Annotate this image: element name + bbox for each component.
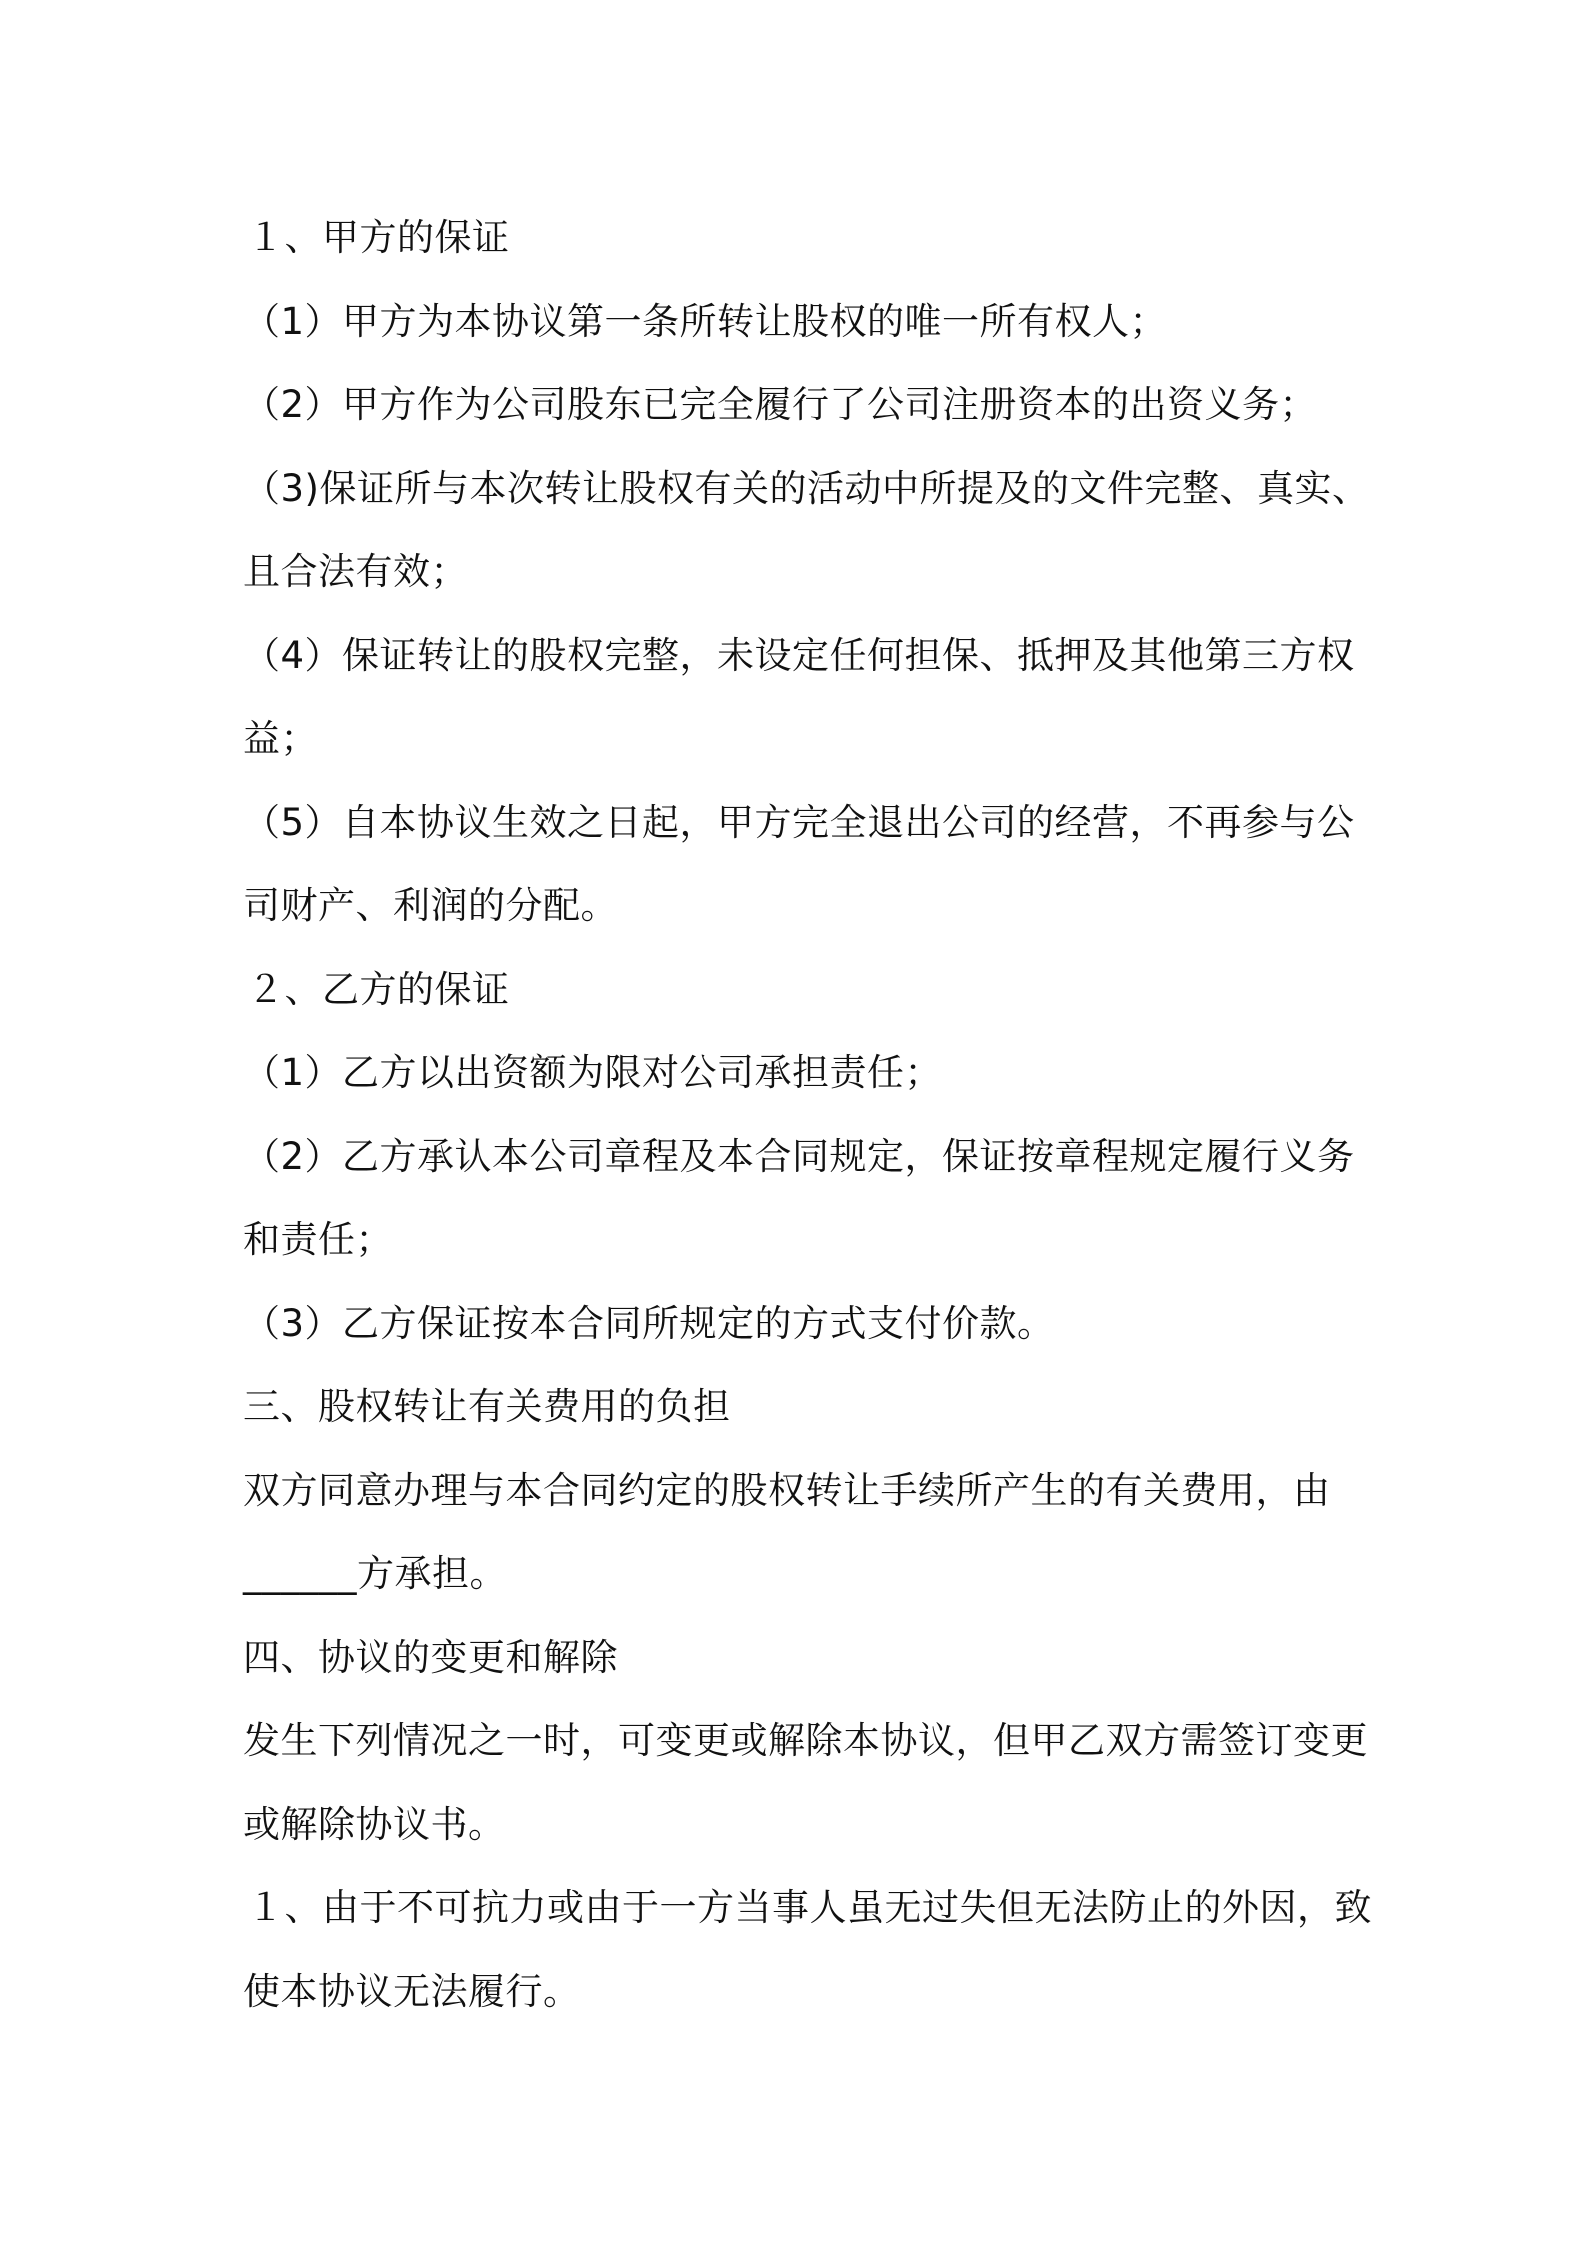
paragraph-line: （3)保证所与本次转让股权有关的活动中所提及的文件完整、真实、	[243, 466, 1370, 510]
paragraph-line: （2）乙方承认本公司章程及本合同规定，保证按章程规定履行义务	[243, 1134, 1355, 1178]
section-heading-party-b-guarantee: ２、乙方的保证	[247, 967, 510, 1011]
paragraph-line: 益；	[243, 717, 318, 760]
section-heading-party-a-guarantee: １、甲方的保证	[247, 216, 510, 259]
paragraph-line: （5）自本协议生效之日起，甲方完全退出公司的经营，不再参与公	[243, 800, 1355, 844]
paragraph-line: （3）乙方保证按本合同所规定的方式支付价款。	[243, 1301, 1055, 1345]
paragraph-line: １、由于不可抗力或由于一方当事人虽无过失但无法防止的外因，致	[247, 1886, 1372, 1929]
paragraph-line: 双方同意办理与本合同约定的股权转让手续所产生的有关费用，由	[243, 1468, 1331, 1512]
paragraph-line: 使本协议无法履行。	[243, 1969, 581, 2013]
paragraph-line: 司财产、利润的分配。	[243, 884, 618, 927]
paragraph-line-blank-party: ______方承担。	[243, 1552, 507, 1595]
document-body	[243, 196, 1372, 2033]
paragraph-line: （1）甲方为本协议第一条所转让股权的唯一所有权人；	[243, 299, 1168, 343]
paragraph-line: （1）乙方以出资额为限对公司承担责任；	[243, 1051, 943, 1094]
paragraph-line: 发生下列情况之一时，可变更或解除本协议，但甲乙双方需签订变更	[243, 1719, 1368, 1762]
paragraph-line: 或解除协议书。	[243, 1802, 506, 1846]
paragraph-line: 和责任；	[243, 1218, 393, 1261]
section-heading-transfer-fees: 三、股权转让有关费用的负担	[243, 1385, 731, 1428]
paragraph-line: 且合法有效；	[243, 550, 468, 593]
paragraph-line: （2）甲方作为公司股东已完全履行了公司注册资本的出资义务；	[243, 383, 1318, 426]
paragraph-line: （4）保证转让的股权完整，未设定任何担保、抵押及其他第三方权	[243, 633, 1355, 677]
section-heading-amendment-termination: 四、协议的变更和解除	[243, 1635, 618, 1679]
